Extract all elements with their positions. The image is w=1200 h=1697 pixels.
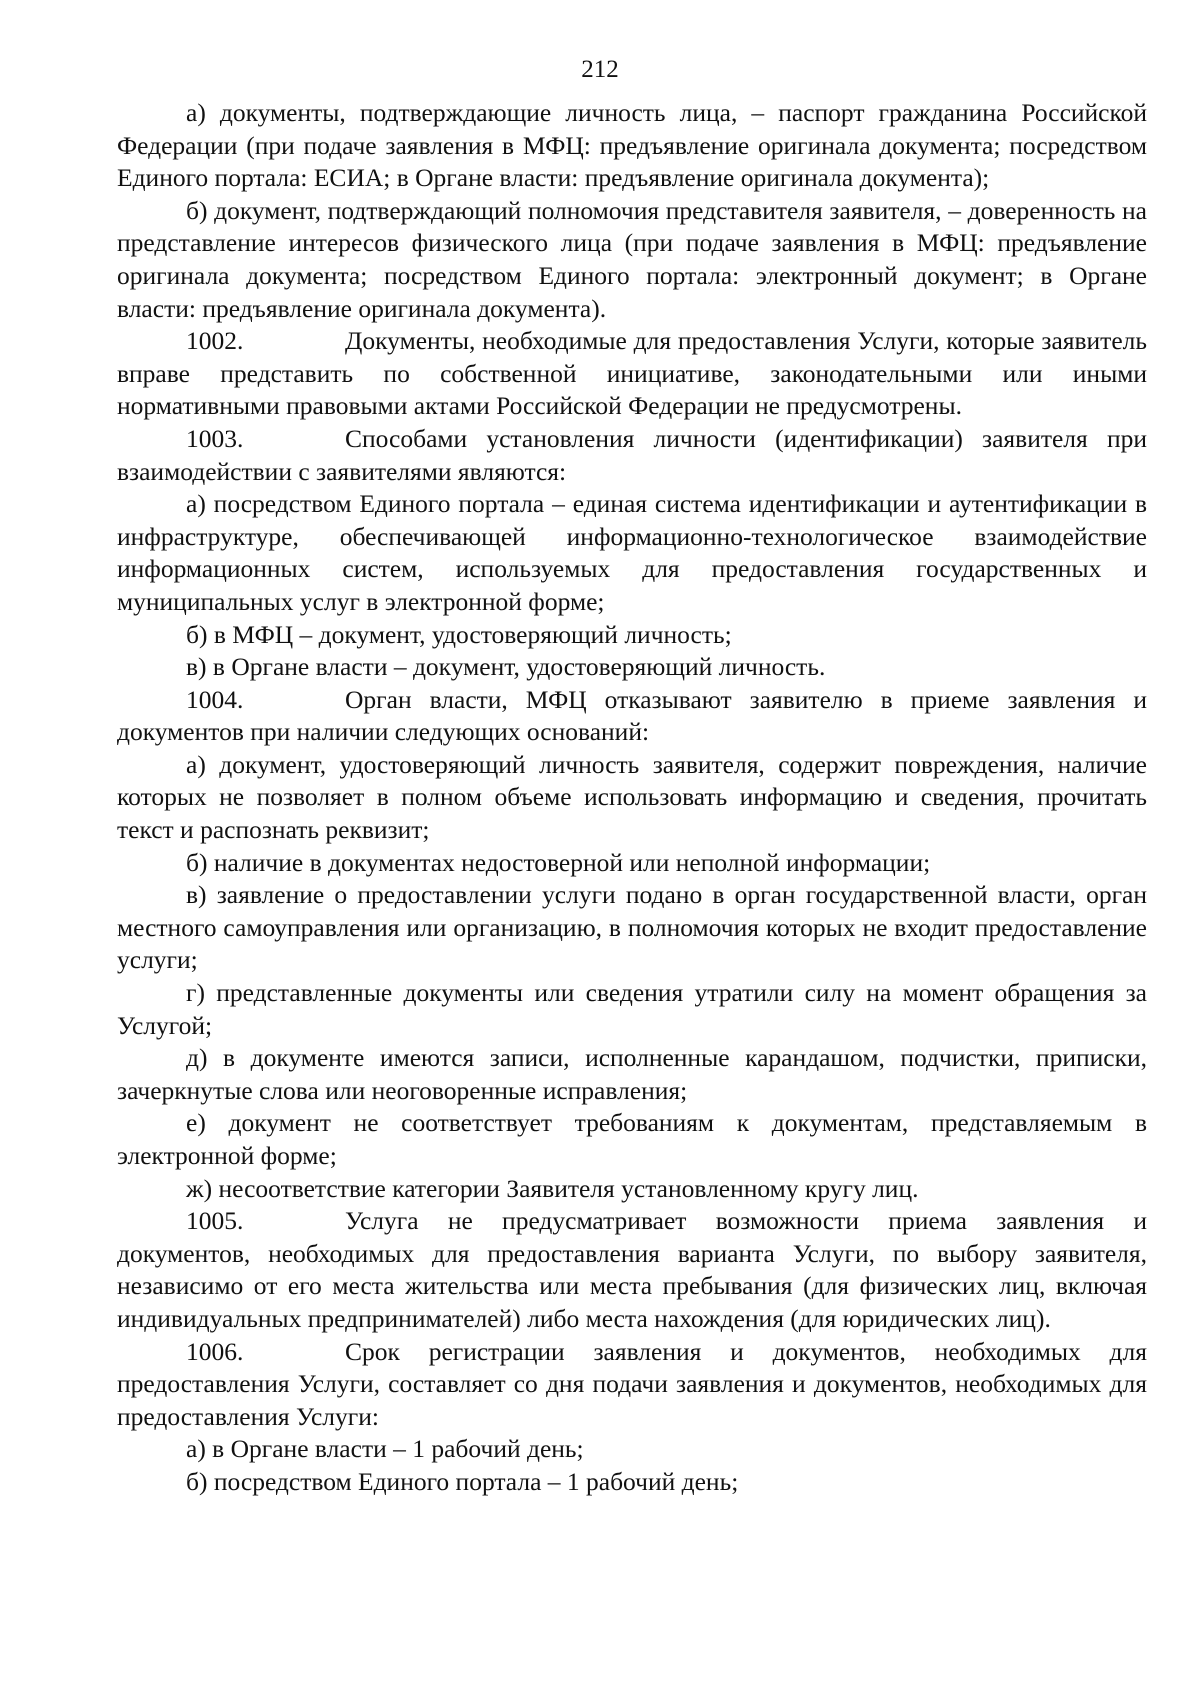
paragraph bbox=[117, 97, 1147, 195]
paragraph bbox=[117, 684, 1147, 749]
paragraph-text: е) документ не соответствует требованиям к документам, представляемым в электронной форме; bbox=[117, 1108, 1147, 1170]
paragraph bbox=[117, 1336, 1147, 1434]
paragraph-text: а) документы, подтверждающие личность лица, – паспорт гражданина Российской Федерации (при подаче заявления в МФЦ: предъявление оригинала документа; посредством Единого портала: ЕСИА; в Органе власти: предъявление оригинала документа); bbox=[117, 98, 1147, 193]
paragraph-text: а) в Органе власти – 1 рабочий день; bbox=[186, 1434, 584, 1464]
paragraph-number: 1002. bbox=[186, 326, 244, 356]
paragraph-text: Способами установления личности (идентификации) заявителя при взаимодействии с заявителями являются: bbox=[117, 423, 1147, 486]
paragraph-text: Документы, необходимые для предоставления Услуги, которые заявитель вправе представить по собственной инициативе, законодательными или иными нормативными правовыми актами Российской Федерации не предусмотрены. bbox=[117, 326, 1147, 421]
paragraph bbox=[117, 847, 1147, 880]
paragraph bbox=[117, 651, 1147, 684]
paragraph bbox=[117, 195, 1147, 325]
paragraph-text: в) заявление о предоставлении услуги подано в орган государственной власти, орган местного самоуправления или организацию, в полномочия которых не входит предоставление услуги; bbox=[117, 880, 1147, 975]
paragraph bbox=[117, 977, 1147, 1042]
paragraph-number: 1006. bbox=[186, 1336, 244, 1366]
paragraph bbox=[117, 488, 1147, 618]
paragraph bbox=[117, 1433, 1147, 1466]
page-number: 212 bbox=[581, 56, 619, 83]
paragraph bbox=[117, 1107, 1147, 1172]
paragraph-number: 1005. bbox=[186, 1206, 244, 1236]
paragraph-text: Срок регистрации заявления и документов, необходимых для предоставления Услуги, составляет со дня подачи заявления и документов, необходимых для предоставления Услуги: bbox=[117, 1336, 1147, 1431]
paragraph-text: г) представленные документы или сведения утратили силу на момент обращения за Услугой; bbox=[117, 978, 1147, 1040]
document-body bbox=[117, 97, 1147, 1499]
paragraph bbox=[117, 749, 1147, 847]
paragraph bbox=[117, 1042, 1147, 1107]
paragraph bbox=[117, 1466, 1147, 1499]
paragraph-text: Услуга не предусматривает возможности приема заявления и документов, необходимых для предоставления варианта Услуги, по выбору заявителя, независимо от его места жительства или места пребывания (для физических лиц, включая индивидуальных предпринимателей) либо места нахождения (для юридических лиц). bbox=[117, 1206, 1147, 1333]
paragraph-text: Орган власти, МФЦ отказывают заявителю в приеме заявления и документов при наличии следующих оснований: bbox=[117, 684, 1147, 747]
paragraph-text: б) документ, подтверждающий полномочия представителя заявителя, – доверенность на представление интересов физического лица (при подаче заявления в МФЦ: предъявление оригинала документа; посредством Единого портала: электронный документ; в Органе власти: предъявление оригинала документа). bbox=[117, 195, 1147, 323]
paragraph bbox=[117, 325, 1147, 423]
paragraph-text: д) в документе имеются записи, исполненные карандашом, подчистки, приписки, зачеркнутые слова или неоговоренные исправления; bbox=[117, 1043, 1147, 1105]
paragraph-text: в) в Органе власти – документ, удостоверяющий личность. bbox=[186, 652, 826, 682]
paragraph-text: ж) несоответствие категории Заявителя установленному кругу лиц. bbox=[186, 1173, 919, 1203]
paragraph bbox=[117, 879, 1147, 977]
paragraph bbox=[117, 423, 1147, 488]
paragraph-text: б) посредством Единого портала – 1 рабочий день; bbox=[186, 1466, 739, 1496]
paragraph bbox=[117, 619, 1147, 652]
paragraph-text: а) посредством Единого портала – единая система идентификации и аутентификации в инфраструктуре, обеспечивающей информационно-технологическое взаимодействие информационных систем, используемых для предоставления государственных и муниципальных услуг в электронной форме; bbox=[117, 489, 1147, 616]
paragraph-number: 1003. bbox=[186, 423, 244, 453]
paragraph bbox=[117, 1173, 1147, 1206]
paragraph-text: а) документ, удостоверяющий личность заявителя, содержит повреждения, наличие которых не позволяет в полном объеме использовать информацию и сведения, прочитать текст и распознать реквизит; bbox=[117, 749, 1147, 845]
paragraph-number: 1004. bbox=[186, 684, 244, 714]
paragraph bbox=[117, 1205, 1147, 1335]
paragraph-text: б) наличие в документах недостоверной или неполной информации; bbox=[186, 847, 931, 877]
paragraph-text: б) в МФЦ – документ, удостоверяющий личность; bbox=[186, 619, 732, 649]
